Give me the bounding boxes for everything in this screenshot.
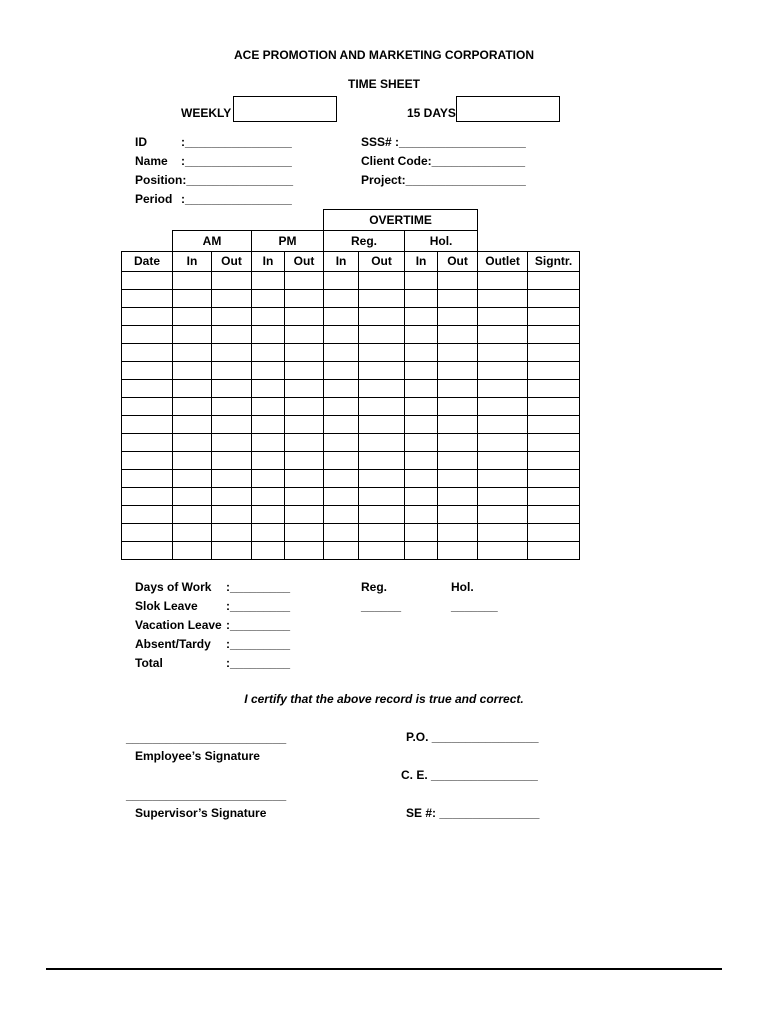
table-cell[interactable] (405, 325, 438, 343)
table-cell[interactable] (212, 307, 252, 325)
weekly-checkbox[interactable] (233, 96, 337, 122)
table-cell[interactable] (252, 325, 285, 343)
table-cell[interactable] (324, 397, 359, 415)
table-row (122, 433, 580, 451)
table-cell[interactable] (122, 271, 173, 289)
table-cell[interactable] (359, 343, 405, 361)
table-cell[interactable] (173, 451, 212, 469)
table-cell[interactable] (122, 397, 173, 415)
table-cell[interactable] (173, 541, 212, 559)
fifteen-days-checkbox[interactable] (456, 96, 560, 122)
table-cell[interactable] (212, 289, 252, 307)
table-cell[interactable] (324, 289, 359, 307)
table-cell[interactable] (405, 487, 438, 505)
table-cell[interactable] (405, 415, 438, 433)
table-cell[interactable] (438, 289, 478, 307)
table-cell[interactable] (528, 541, 580, 559)
table-row (122, 505, 580, 523)
table-cell[interactable] (122, 325, 173, 343)
table-cell[interactable] (478, 379, 528, 397)
overtime-header-row (122, 210, 580, 231)
table-cell[interactable] (405, 451, 438, 469)
table-cell[interactable] (359, 541, 405, 559)
summary-reg-field[interactable]: ______ (361, 599, 402, 613)
table-cell[interactable] (324, 487, 359, 505)
table-cell[interactable] (528, 415, 580, 433)
col-hol-in: In (405, 251, 438, 271)
table-cell[interactable] (122, 469, 173, 487)
table-cell[interactable] (122, 289, 173, 307)
days-of-work-label: Days of Work (135, 580, 212, 594)
table-cell[interactable] (173, 415, 212, 433)
table-cell[interactable] (324, 343, 359, 361)
table-cell[interactable] (405, 469, 438, 487)
table-cell[interactable] (122, 541, 173, 559)
table-cell[interactable] (478, 397, 528, 415)
table-cell[interactable] (359, 397, 405, 415)
table-cell[interactable] (478, 271, 528, 289)
table-cell[interactable] (324, 379, 359, 397)
table-cell[interactable] (359, 325, 405, 343)
table-cell[interactable] (173, 469, 212, 487)
table-cell[interactable] (252, 469, 285, 487)
table-cell[interactable] (252, 451, 285, 469)
slok-leave-label: Slok Leave (135, 599, 198, 613)
absent-tardy-label: Absent/Tardy (135, 637, 211, 651)
table-cell[interactable] (528, 325, 580, 343)
table-cell[interactable] (478, 433, 528, 451)
table-cell[interactable] (478, 343, 528, 361)
date-group-spacer (122, 231, 173, 252)
col-reg-out: Out (359, 251, 405, 271)
table-cell[interactable] (122, 379, 173, 397)
table-cell[interactable] (285, 505, 324, 523)
table-cell[interactable] (212, 469, 252, 487)
weekly-label: WEEKLY (181, 106, 232, 120)
sss-field[interactable]: SSS# :___________________ (361, 135, 526, 149)
table-cell[interactable] (324, 451, 359, 469)
table-cell[interactable] (405, 343, 438, 361)
fifteen-days-label: 15 DAYS (407, 106, 456, 120)
table-cell[interactable] (438, 451, 478, 469)
client-code-field[interactable]: Client Code:______________ (361, 154, 526, 168)
table-row (122, 379, 580, 397)
table-cell[interactable] (173, 271, 212, 289)
table-cell[interactable] (122, 523, 173, 541)
col-am-in: In (173, 251, 212, 271)
table-cell[interactable] (252, 307, 285, 325)
table-cell[interactable] (122, 505, 173, 523)
table-cell[interactable] (122, 343, 173, 361)
employee-signature-line[interactable]: ________________________ (126, 731, 287, 745)
table-cell[interactable] (212, 397, 252, 415)
table-row (122, 487, 580, 505)
table-row (122, 361, 580, 379)
table-cell[interactable] (122, 415, 173, 433)
table-cell[interactable] (285, 271, 324, 289)
col-signature: Signtr. (528, 251, 580, 271)
table-cell[interactable] (173, 307, 212, 325)
id-label: ID (135, 135, 147, 149)
table-cell[interactable] (438, 307, 478, 325)
table-cell[interactable] (324, 541, 359, 559)
table-cell[interactable] (359, 307, 405, 325)
table-cell[interactable] (285, 469, 324, 487)
table-cell[interactable] (252, 397, 285, 415)
table-cell[interactable] (438, 397, 478, 415)
reg-header: Reg. (324, 231, 405, 252)
col-pm-out: Out (285, 251, 324, 271)
table-cell[interactable] (122, 307, 173, 325)
table-cell[interactable] (324, 325, 359, 343)
table-cell[interactable] (359, 451, 405, 469)
employee-signature-label: Employee’s Signature (135, 749, 260, 763)
table-cell[interactable] (324, 523, 359, 541)
table-cell[interactable] (324, 307, 359, 325)
project-field[interactable]: Project:__________________ (361, 173, 526, 187)
form-title: TIME SHEET (347, 77, 420, 91)
table-cell[interactable] (324, 505, 359, 523)
table-cell[interactable] (478, 325, 528, 343)
table-row (122, 325, 580, 343)
table-cell[interactable] (405, 505, 438, 523)
table-cell[interactable] (212, 523, 252, 541)
table-cell[interactable] (173, 361, 212, 379)
table-cell[interactable] (212, 271, 252, 289)
am-header: AM (173, 231, 252, 252)
table-cell[interactable] (405, 271, 438, 289)
id-field[interactable]: :________________ (181, 135, 292, 149)
table-row (122, 271, 580, 289)
table-cell[interactable] (438, 415, 478, 433)
table-cell[interactable] (285, 361, 324, 379)
table-cell[interactable] (173, 505, 212, 523)
table-cell[interactable] (252, 433, 285, 451)
table-row (122, 397, 580, 415)
table-cell[interactable] (212, 487, 252, 505)
table-cell[interactable] (438, 325, 478, 343)
table-cell[interactable] (438, 271, 478, 289)
table-cell[interactable] (173, 379, 212, 397)
table-cell[interactable] (478, 289, 528, 307)
table-cell[interactable] (528, 379, 580, 397)
table-cell[interactable] (173, 325, 212, 343)
table-cell[interactable] (359, 505, 405, 523)
table-cell[interactable] (252, 415, 285, 433)
table-cell[interactable] (212, 541, 252, 559)
table-cell[interactable] (438, 361, 478, 379)
table-cell[interactable] (359, 415, 405, 433)
table-cell[interactable] (285, 487, 324, 505)
supervisor-signature-label: Supervisor’s Signature (135, 806, 267, 820)
table-cell[interactable] (528, 505, 580, 523)
certification-statement: I certify that the above record is true and correct. (244, 692, 524, 706)
table-cell[interactable] (405, 361, 438, 379)
table-cell[interactable] (252, 541, 285, 559)
supervisor-signature-line[interactable]: ________________________ (126, 788, 287, 802)
table-cell[interactable] (405, 307, 438, 325)
col-outlet: Outlet (478, 251, 528, 271)
days-of-work-field[interactable]: :_________ (226, 580, 291, 594)
position-field[interactable]: Position:________________ (135, 173, 294, 187)
table-cell[interactable] (212, 433, 252, 451)
table-cell[interactable] (212, 361, 252, 379)
table-cell[interactable] (405, 523, 438, 541)
table-cell[interactable] (438, 433, 478, 451)
total-field[interactable]: :_________ (226, 656, 291, 670)
table-cell[interactable] (212, 343, 252, 361)
vacation-leave-field[interactable]: :_________ (226, 618, 291, 632)
table-cell[interactable] (359, 361, 405, 379)
table-cell[interactable] (478, 361, 528, 379)
table-cell[interactable] (285, 397, 324, 415)
table-cell[interactable] (173, 433, 212, 451)
table-cell[interactable] (252, 523, 285, 541)
table-cell[interactable] (285, 379, 324, 397)
summary-hol-field[interactable]: _______ (451, 599, 498, 613)
table-cell[interactable] (478, 451, 528, 469)
table-cell[interactable] (478, 487, 528, 505)
pm-header: PM (252, 231, 324, 252)
table-cell[interactable] (324, 469, 359, 487)
col-reg-in: In (324, 251, 359, 271)
po-field[interactable]: P.O. ________________ (406, 730, 539, 744)
table-cell[interactable] (173, 523, 212, 541)
table-cell[interactable] (405, 379, 438, 397)
table-cell[interactable] (438, 469, 478, 487)
table-row (122, 469, 580, 487)
col-pm-in: In (252, 251, 285, 271)
table-cell[interactable] (438, 541, 478, 559)
table-cell[interactable] (252, 289, 285, 307)
table-cell[interactable] (528, 469, 580, 487)
table-cell[interactable] (173, 289, 212, 307)
col-am-out: Out (212, 251, 252, 271)
table-cell[interactable] (285, 523, 324, 541)
table-row (122, 541, 580, 559)
name-label: Name (135, 154, 168, 168)
overtime-header: OVERTIME (324, 210, 478, 231)
table-cell[interactable] (212, 451, 252, 469)
table-cell[interactable] (478, 523, 528, 541)
table-cell[interactable] (212, 415, 252, 433)
table-cell[interactable] (252, 271, 285, 289)
table-cell[interactable] (285, 433, 324, 451)
table-cell[interactable] (405, 433, 438, 451)
table-cell[interactable] (359, 289, 405, 307)
table-cell[interactable] (438, 379, 478, 397)
table-row (122, 451, 580, 469)
table-cell[interactable] (528, 397, 580, 415)
table-cell[interactable] (324, 361, 359, 379)
se-field[interactable]: SE #: _______________ (406, 806, 540, 820)
table-cell[interactable] (438, 487, 478, 505)
table-cell[interactable] (285, 343, 324, 361)
absent-tardy-field[interactable]: :_________ (226, 637, 291, 651)
table-cell[interactable] (478, 505, 528, 523)
table-cell[interactable] (122, 451, 173, 469)
table-cell[interactable] (528, 289, 580, 307)
table-cell[interactable] (359, 271, 405, 289)
table-body (122, 271, 580, 559)
table-cell[interactable] (478, 307, 528, 325)
table-cell[interactable] (285, 415, 324, 433)
table-cell[interactable] (528, 523, 580, 541)
table-cell[interactable] (528, 343, 580, 361)
period-label: Period (135, 192, 173, 206)
table-cell[interactable] (285, 307, 324, 325)
table-cell[interactable] (122, 361, 173, 379)
table-cell[interactable] (359, 379, 405, 397)
summary-reg-label: Reg. (361, 580, 388, 594)
col-hol-out: Out (438, 251, 478, 271)
table-cell[interactable] (359, 523, 405, 541)
table-cell[interactable] (285, 289, 324, 307)
table-cell[interactable] (212, 379, 252, 397)
table-cell[interactable] (438, 505, 478, 523)
table-cell[interactable] (252, 343, 285, 361)
name-field[interactable]: :________________ (181, 154, 292, 168)
summary-hol-label: Hol. (451, 580, 474, 594)
table-cell[interactable] (528, 307, 580, 325)
table-cell[interactable] (359, 469, 405, 487)
table-row (122, 289, 580, 307)
table-cell[interactable] (528, 361, 580, 379)
table-cell[interactable] (478, 541, 528, 559)
table-cell[interactable] (528, 451, 580, 469)
table-cell[interactable] (173, 343, 212, 361)
table-cell[interactable] (173, 487, 212, 505)
table-cell[interactable] (252, 505, 285, 523)
table-cell[interactable] (405, 541, 438, 559)
col-date: Date (122, 251, 173, 271)
table-cell[interactable] (122, 487, 173, 505)
company-name: ACE PROMOTION AND MARKETING CORPORATION (234, 48, 534, 62)
vacation-leave-label: Vacation Leave (135, 618, 222, 632)
table-cell[interactable] (478, 469, 528, 487)
table-cell[interactable] (285, 451, 324, 469)
hol-header: Hol. (405, 231, 478, 252)
total-label: Total (135, 656, 163, 670)
table-row (122, 307, 580, 325)
table-cell[interactable] (173, 397, 212, 415)
table-cell[interactable] (324, 415, 359, 433)
table-cell[interactable] (478, 415, 528, 433)
time-sheet-table (121, 209, 580, 560)
footer-rule (46, 968, 722, 970)
table-cell[interactable] (438, 523, 478, 541)
group-header-row (122, 231, 580, 252)
table-cell[interactable] (212, 325, 252, 343)
table-cell[interactable] (359, 487, 405, 505)
period-field[interactable]: :________________ (181, 192, 292, 206)
table-cell[interactable] (212, 505, 252, 523)
table-cell[interactable] (324, 271, 359, 289)
table-cell[interactable] (405, 289, 438, 307)
table-cell[interactable] (528, 271, 580, 289)
column-header-row (122, 251, 580, 271)
table-cell[interactable] (528, 487, 580, 505)
table-cell[interactable] (528, 433, 580, 451)
table-cell[interactable] (438, 343, 478, 361)
slok-leave-field[interactable]: :_________ (226, 599, 291, 613)
ce-field[interactable]: C. E. ________________ (401, 768, 538, 782)
table-cell[interactable] (252, 487, 285, 505)
table-cell[interactable] (252, 379, 285, 397)
table-cell[interactable] (285, 325, 324, 343)
table-cell[interactable] (359, 433, 405, 451)
table-row (122, 343, 580, 361)
table-cell[interactable] (122, 433, 173, 451)
table-cell[interactable] (252, 361, 285, 379)
table-row (122, 523, 580, 541)
table-cell[interactable] (285, 541, 324, 559)
table-row (122, 415, 580, 433)
table-cell[interactable] (405, 397, 438, 415)
table-cell[interactable] (324, 433, 359, 451)
